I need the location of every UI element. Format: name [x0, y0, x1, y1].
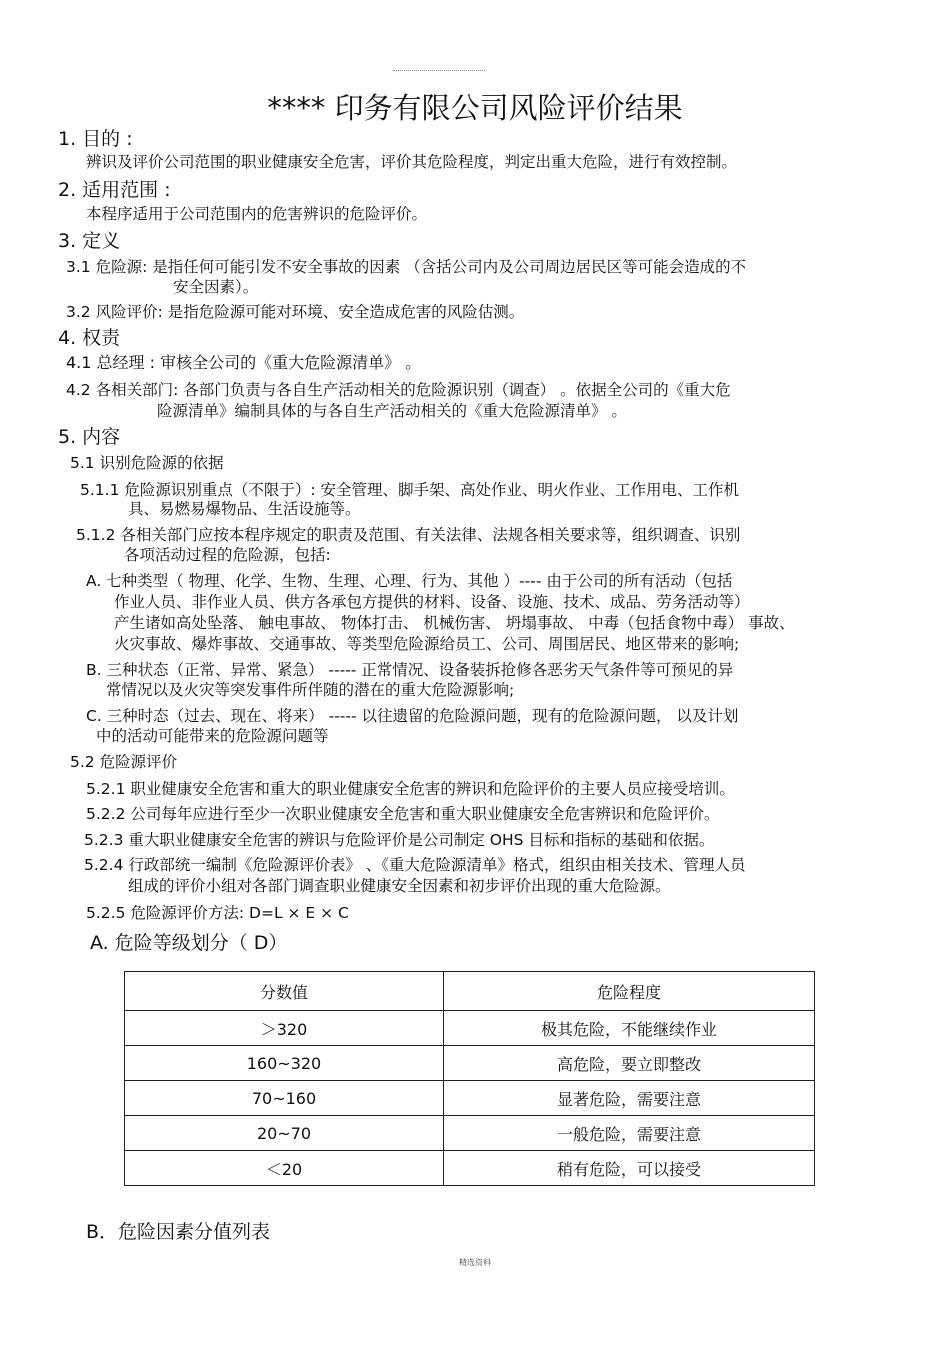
subsection-5-2: 5.2 危险源评价	[70, 753, 178, 771]
type-a-line-2: 作业人员、非作业人员、供方各承包方提供的材料、设备、设施、技术、成品、劳务活动等）	[114, 593, 750, 611]
item-5-2-5: 5.2.5 危险源评价方法: D=L × E × C	[86, 904, 349, 922]
type-a-line-4: 火灾事故、爆炸事故、交通事故、等类型危险源给员工、公司、周围居民、地区带来的影响;	[114, 635, 740, 653]
risk-level-cell: 极其危险，不能继续作业	[444, 1011, 815, 1046]
score-cell: 20~70	[125, 1116, 444, 1151]
risk-level-cell: 一般危险，需要注意	[444, 1116, 815, 1151]
definition-3-1: 3.1 危险源: 是指任何可能引发不安全事故的因素 （含括公司内及公司周边居民区等可能会造成的不	[66, 258, 747, 276]
type-b-line-1: B. 三种状态（正常、异常、紧急） ----- 正常情况、设备装拆抢修各恶劣天气条件等可预见的异	[86, 661, 734, 679]
subsection-5-1: 5.1 识别危险源的依据	[70, 454, 224, 472]
header-rule	[393, 70, 485, 71]
column-header-risk-level: 危险程度	[444, 972, 815, 1011]
item-5-1-2-cont: 各项活动过程的危险源，包括:	[124, 546, 331, 564]
risk-level-cell: 高危险，要立即整改	[444, 1046, 815, 1081]
section-5-heading: 5. 内容	[58, 426, 121, 448]
item-5-2-2: 5.2.2 公司每年应进行至少一次职业健康安全危害和重大职业健康安全危害辨识和危险评价。	[86, 805, 720, 823]
score-cell: ＞320	[125, 1011, 444, 1046]
column-header-score: 分数值	[125, 972, 444, 1011]
table-row	[125, 1081, 815, 1116]
table-row	[125, 1116, 815, 1151]
table-header-row	[125, 972, 815, 1011]
item-5-2-4-cont: 组成的评价小组对各部门调查职业健康安全因素和初步评价出现的重大危险源。	[128, 877, 671, 895]
risk-grade-heading: A. 危险等级划分（ D）	[90, 932, 288, 954]
section-1-heading: 1. 目的 :	[58, 128, 133, 150]
section-4-heading: 4. 权责	[58, 327, 121, 349]
section-2-heading: 2. 适用范围 :	[58, 179, 171, 201]
table-row	[125, 1151, 815, 1186]
score-cell: 160~320	[125, 1046, 444, 1081]
risk-level-cell: 显著危险，需要注意	[444, 1081, 815, 1116]
score-cell: 70~160	[125, 1081, 444, 1116]
responsibility-4-2: 4.2 各相关部门: 各部门负责与各自生产活动相关的危险源识别（调查） 。依据全公司的《重大危	[66, 381, 731, 399]
risk-factor-heading: B．危险因素分值列表	[86, 1221, 271, 1243]
responsibility-4-2-cont: 险源清单》编制具体的与各自生产活动相关的《重大危险源清单》 。	[157, 402, 627, 420]
item-5-2-3: 5.2.3 重大职业健康安全危害的辨识与危险评价是公司制定 OHS 目标和指标的基础和依据。	[84, 831, 715, 849]
risk-level-cell: 稍有危险，可以接受	[444, 1151, 815, 1186]
section-2-text: 本程序适用于公司范围内的危害辨识的危险评价。	[86, 205, 428, 223]
item-5-1-1: 5.1.1 危险源识别重点（不限于）: 安全管理、脚手架、高处作业、明火作业、工作用电、工作机	[80, 481, 740, 499]
definition-3-2: 3.2 风险评价: 是指危险源可能对环境、安全造成危害的风险估测。	[66, 303, 525, 321]
section-3-heading: 3. 定义	[58, 230, 121, 252]
type-c-line-1: C. 三种时态（过去、现在、将来） ----- 以往遗留的危险源问题，现有的危险源问题， 以及计划	[86, 707, 739, 725]
document-title: **** 印务有限公司风险评价结果	[267, 91, 683, 125]
table-row	[125, 1011, 815, 1046]
type-a-line-1: A. 七种类型（ 物理、化学、生物、生理、心理、行为、其他 ）---- 由于公司的所有活动（包括	[86, 572, 733, 590]
item-5-2-1: 5.2.1 职业健康安全危害和重大的职业健康安全危害的辨识和危险评价的主要人员应接受培训。	[86, 780, 735, 798]
definition-3-1-cont: 安全因素）。	[173, 278, 259, 296]
risk-grade-table	[124, 971, 815, 1186]
item-5-1-1-cont: 具、易燃易爆物品、生活设施等。	[128, 500, 361, 518]
section-1-text: 辨识及评价公司范围的职业健康安全危害，评价其危险程度，判定出重大危险，进行有效控制。	[86, 153, 738, 171]
type-a-line-3: 产生诸如高处坠落、 触电事故、 物体打击、 机械伤害、 坍塌事故、 中毒（包括食物中毒） 事故、	[114, 614, 795, 632]
page-footer: 精选资料	[459, 1258, 491, 1267]
type-c-line-2: 中的活动可能带来的危险源问题等	[96, 727, 329, 745]
item-5-2-4: 5.2.4 行政部统一编制《危险源评价表》 、《重大危险源清单》格式，组织由相关技术、管理人员	[84, 856, 746, 874]
type-b-line-2: 常情况以及火灾等突发事件所伴随的潜在的重大危险源影响;	[106, 681, 515, 699]
table-row	[125, 1046, 815, 1081]
item-5-1-2: 5.1.2 各相关部门应按本程序规定的职责及范围、有关法律、法规各相关要求等，组织调查、识别	[76, 526, 741, 544]
responsibility-4-1: 4.1 总经理 : 审核全公司的《重大危险源清单》 。	[66, 353, 422, 372]
score-cell: ＜20	[125, 1151, 444, 1186]
